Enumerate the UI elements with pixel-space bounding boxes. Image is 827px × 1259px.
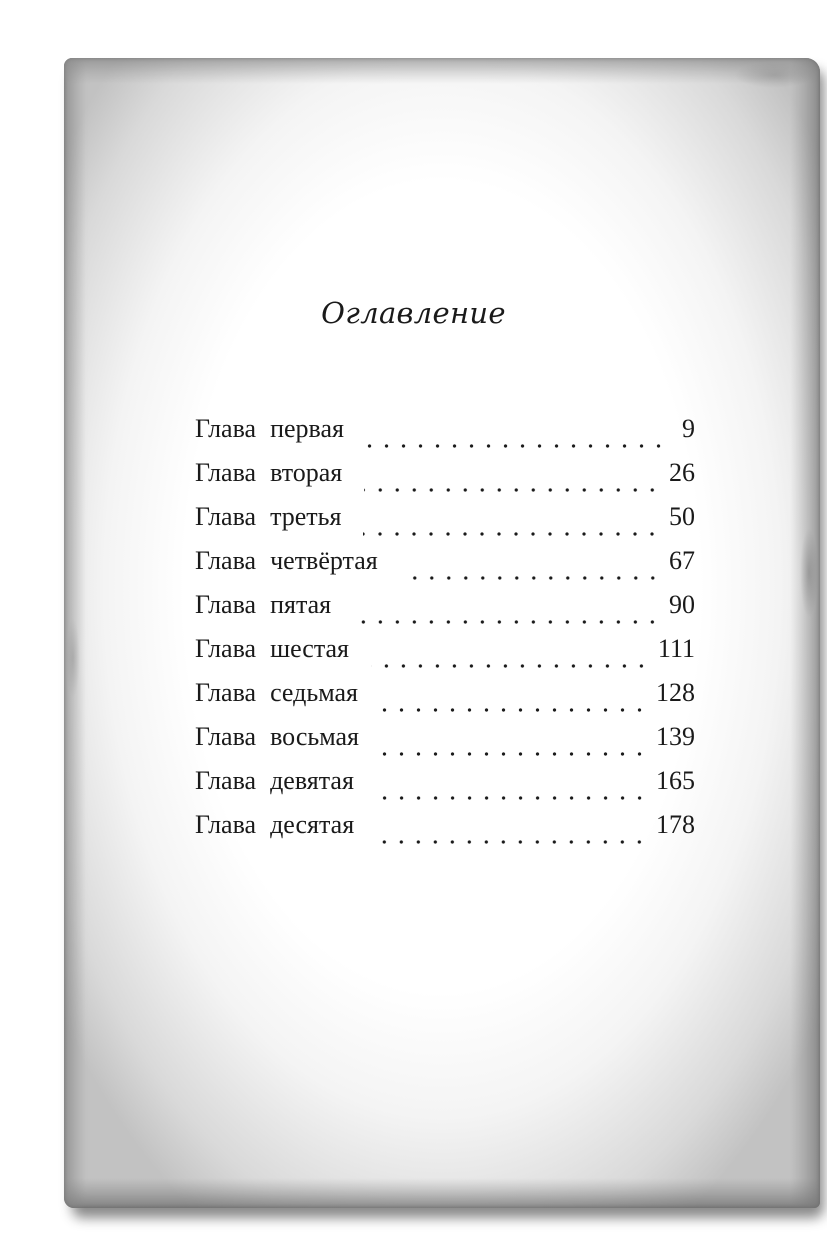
dot-leader	[366, 443, 667, 449]
toc-entry-page: 165	[656, 766, 695, 795]
toc-entry-label: Глава	[195, 634, 257, 663]
toc-entry-page: 178	[656, 810, 695, 839]
toc-entry[interactable]	[195, 678, 695, 722]
dot-leader	[380, 707, 648, 713]
toc-entry[interactable]	[195, 634, 695, 678]
toc-entry-name: восьмая	[270, 722, 359, 751]
paper-edge-top	[64, 58, 820, 84]
toc-entry-page: 90	[669, 590, 695, 619]
toc-entry-page: 26	[669, 458, 695, 487]
toc-entry-page: 67	[669, 546, 695, 575]
toc-entry-name: девятая	[270, 766, 354, 795]
toc-entry-name: третья	[270, 502, 342, 531]
toc-entry[interactable]	[195, 546, 695, 590]
toc-entry[interactable]	[195, 722, 695, 766]
toc-entry-label: Глава	[195, 546, 257, 575]
dot-leader	[353, 619, 661, 625]
dot-leader	[371, 663, 650, 669]
dot-leader	[376, 795, 648, 801]
paper-stain	[734, 62, 814, 88]
dot-leader	[363, 531, 661, 537]
toc-entry-name: десятая	[270, 810, 355, 839]
toc-entry[interactable]	[195, 766, 695, 810]
toc-list	[195, 414, 695, 854]
toc-entry[interactable]	[195, 590, 695, 634]
toc-entry-name: пятая	[270, 590, 332, 619]
toc-entry-page: 111	[657, 634, 695, 663]
toc-entry-page: 50	[669, 502, 695, 531]
paper-edge-bottom	[64, 1178, 820, 1208]
toc-entry[interactable]	[195, 810, 695, 854]
paper-edge-right	[790, 58, 820, 1208]
toc-entry-label: Глава	[195, 502, 257, 531]
toc-entry-name: седьмая	[270, 678, 358, 707]
toc-entry[interactable]	[195, 458, 695, 502]
toc-entry-label: Глава	[195, 722, 257, 751]
toc-entry-name: шестая	[270, 634, 350, 663]
toc-entry-page: 139	[656, 722, 695, 751]
toc-entry-page: 9	[682, 414, 695, 443]
toc-entry-name: вторая	[270, 458, 343, 487]
toc-entry-label: Глава	[195, 414, 257, 443]
dot-leader	[364, 487, 661, 493]
toc-entry-name: первая	[270, 414, 344, 443]
toc-entry[interactable]	[195, 502, 695, 546]
toc-title: Оглавление	[321, 296, 506, 330]
toc-entry-label: Глава	[195, 458, 257, 487]
dot-leader	[376, 839, 648, 845]
toc-entry-page: 128	[656, 678, 695, 707]
toc-entry-label: Глава	[195, 678, 257, 707]
toc-entry-label: Глава	[195, 810, 257, 839]
paper-stain	[800, 528, 818, 618]
dot-leader	[400, 575, 661, 581]
toc-entry-label: Глава	[195, 766, 257, 795]
toc-entry[interactable]	[195, 414, 695, 458]
toc-entry-label: Глава	[195, 590, 257, 619]
paper-stain	[66, 618, 80, 698]
dot-leader	[381, 751, 648, 757]
toc-entry-name: четвёртая	[270, 546, 378, 575]
